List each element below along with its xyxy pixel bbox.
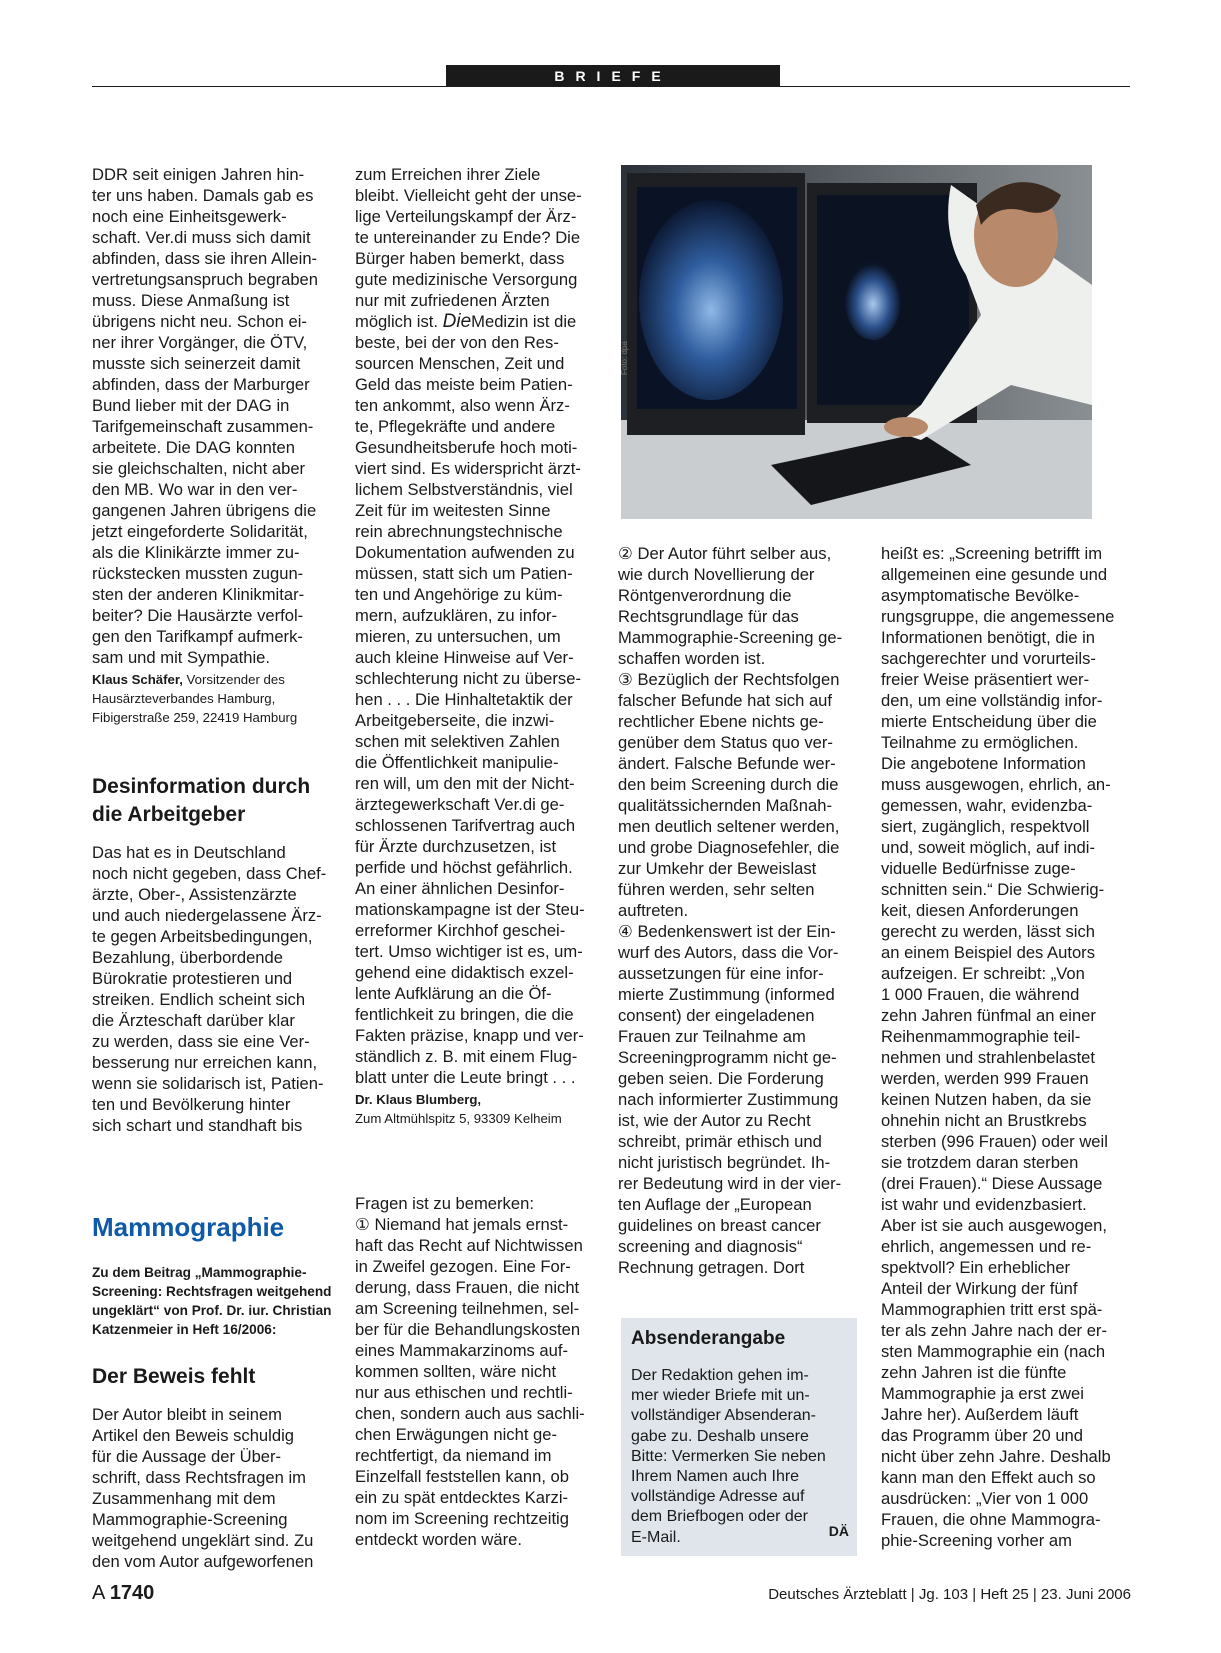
notice-title: Absenderangabe — [631, 1328, 786, 1349]
letter-3-text: Der Autor bleibt in seinem Artikel den Beweis schuldig für die Aussage der Über- schrift, dass Rechtsfragen im Zusammenhang mit dem Mammographie-Screening weitgehend ungeklärt sind. Zu den vom Autor aufgeworfenen — [92, 1405, 314, 1571]
letter-3-continued-2: heißt es: „Screening betrifft im allgemeinen eine gesunde und asymptomatische Bevölke- rungsgruppe, die angemessene Informationen benötigt, die in sachgerechter und vorurteils- freier Weise präsentiert wer- den, um eine vollständig infor- mierte Entscheidung über die Teilnahme zu ermöglichen. Die angebotene Information muss ausgewogen, ehrlich, an- gemessen, wahr, evidenzba- siert, zugänglich, respektvoll und, soweit möglich, auf indi- viduelle Bedürfnisse zuge- schnitten sein.“ Die Schwierig- keit, diesen Anforderungen gerecht zu werden, lässt sich an einem Beispiel des Autors aufzeigen. Er schreibt: „Von 1 000 Frauen, die während zehn Jahren fünfmal an einer Reihenmammographie teil- nehmen und strahlenbelastet werden, werden 999 Frauen keinen Nutzen haben, da sie ohnehin nicht an Brustkrebs sterben (996 Frauen) oder weil sie trotzdem daran sterben (drei Frauen).“ Diese Aussage ist wahr und evidenzbasiert. Aber ist sie auch ausgewogen, ehrlich, angemessen und re- spektvoll? Ein erheblicher Anteil der Wirkung der fünf Mammographien tritt erst spä- ter als zehn Jahre nach der er- sten Mammographie ein (nach zehn Jahren ist die fünfte Mammographie ja erst zwei Jahre her). Außerdem läuft das Programm über 20 und nicht über zehn Jahre. Deshalb kann man den Effekt auch so ausdrücken: „Vier von 1 000 Frauen, die ohne Mammogra- phie-Screening vorher am — [881, 544, 1115, 1550]
notice-box — [621, 1318, 857, 1556]
letter-2-continued — [355, 164, 610, 1088]
section-title: Mammographie — [92, 1212, 285, 1242]
journal-info — [768, 1586, 1131, 1603]
footer-separator: | — [968, 1586, 981, 1603]
letter-1-signature — [92, 670, 344, 689]
photo-illustration — [621, 165, 1092, 519]
letter-2-text: Das hat es in Deutschland noch nicht gegeben, dass Chef- ärzte, Ober-, Assistenzärzte und auch niedergelassene Ärz- te gegen Arbeitsbedingungen, Bezahlung, überbordende Bürokratie protestieren und streiken. Endlich scheint sich die Ärzteschaft darüber klar zu werden, dass sie eine Ver- besserung nur erreichen kann, wenn sie solidarisch ist, Patien- ten und Bevölkerung hinter sich schart und standhaft bis — [92, 843, 327, 1135]
footer-separator: | — [1028, 1586, 1041, 1603]
journal-name: Deutsches Ärzteblatt — [768, 1586, 907, 1603]
journal-date: 23. Juni 2006 — [1040, 1586, 1131, 1603]
page-value: 1740 — [109, 1582, 155, 1604]
photo-radiologist-monitors — [621, 165, 1092, 519]
notice-signature: DÄ — [828, 1523, 849, 1539]
page-prefix: A — [92, 1582, 105, 1604]
photo-credit: Foto: dpa — [620, 341, 629, 375]
journal-issue: Heft 25 — [980, 1586, 1029, 1603]
letter-2-text-a: zum Erreichen ihrer Ziele bleibt. Vielleicht geht der unse- lige Verteilungskampf der Ärz- te untereinander zu Ende? Die Bürger haben bemerkt, dass gute medizinische Versorgung nur mit zufriedenen Ärzten möglich ist. — [355, 165, 582, 331]
journal-volume: Jg. 103 — [918, 1586, 969, 1603]
section-label: BRIEFE — [446, 65, 780, 87]
heading-desinformation: Desinformation durch die Arbeitgeber — [92, 775, 311, 826]
article-reference: Zu dem Beitrag „Mammographie- Screening: Rechtsfragen weitgehend ungeklärt“ von Prof. Dr. iur. Christian Katzenmeier in Heft 16/2006: — [92, 1265, 332, 1337]
notice-text: Der Redaktion gehen im- mer wieder Briefe mit un- vollständiger Absenderan- gabe zu. Deshalb unsere Bitte: Vermerken Sie neben Ihrem Namen auch Ihre vollständige Adresse auf dem Briefbogen oder der E-Mail. — [631, 1367, 826, 1546]
column-2 — [355, 164, 610, 1550]
column-3 — [618, 543, 870, 1278]
letter-3-continued: Fragen ist zu bemerken: ① Niemand hat jemals ernst- haft das Recht auf Nichtwissen in Zweifel gezogen. Eine For- derung, dass Frauen, die nicht am Screening teilnehmen, sel- ber für die Behandlungskosten eines Mammakarzinoms auf- kommen sollten, wäre nicht nur aus ethischen und rechtli- chen, sondern auch aus sachli- chen Erwägungen nicht ge- rechtfertigt, da niemand im Einzelfall feststellen kann, ob ein zu spät entdecktes Karzi- nom im Screening rechtzeitig entdeckt worden wäre. — [355, 1194, 585, 1549]
emphasis-die: Die — [442, 311, 472, 332]
letter-2-author: Dr. Klaus Blumberg, — [355, 1092, 482, 1107]
letter-2-text-b: Medizin ist die beste, bei der von den Res- sourcen Menschen, Zeit und Geld das meiste beim Patien- ten ankommt, also wenn Ärz- te, Pflegekräfte und andere Gesundheitsberufe hoch moti- viert sind. Es widerspricht ärzt- lichem Selbstverständnis, viel Zeit für im weitesten Sinne rein abrechnungstechnische Dokumentation aufwenden zu müssen, statt sich um Patien- ten und Angehörige zu küm- mern, aufzuklären, zu infor- mieren, zu untersuchen, um auch kleine Hinweise auf Ver- schlechterung nicht zu überse- hen . . . Die Hinhaltetaktik der Arbeitgeberseite, die inzwi- schen mit selektiven Zahlen die Öffentlichkeit manipulie- ren will, um den mit der Nicht- ärztegewerkschaft Ver.di ge- schlossenen Tarifvertrag auch für Ärzte durchzusetzen, ist perfide und höchst gefährlich. An einer ähnlichen Desinfor- mationskampagne ist der Steu- erreformer Kirchhof geschei- tert. Umso wichtiger ist es, um- gehend eine didaktisch exzel- lente Aufklärung an die Öf- fentlichkeit zu bringen, die die Fakten präzise, knapp und ver- ständlich z. B. mit einem Flug- blatt unter die Leute bringt . . . — [355, 312, 585, 1087]
letter-1-address: Hausärzteverbandes Hamburg, Fibigerstraße 259, 22419 Hamburg — [92, 691, 298, 725]
letter-2-address: Zum Altmühlspitz 5, 93309 Kelheim — [355, 1111, 562, 1126]
letter-1-author-role: Vorsitzender des — [182, 672, 285, 687]
column-4 — [881, 543, 1133, 1551]
footer-separator: | — [906, 1586, 919, 1603]
column-1 — [92, 164, 344, 1572]
heading-beweis: Der Beweis fehlt — [92, 1365, 256, 1388]
letter-3-points: ② Der Autor führt selber aus, wie durch Novellierung der Röntgenverordnung die Rechtsgrundlage für das Mammographie-Screening ge- schaffen worden ist. ③ Bezüglich der Rechtsfolgen falscher Befunde hat sich auf rechtlicher Ebene nichts ge- genüber dem Status quo ver- ändert. Falsche Befunde wer- den beim Screening durch die qualitätssichernden Maßnah- men deutlich seltener werden, und grobe Diagnosefehler, die zur Umkehr der Beweislast führen werden, sehr selten auftreten. ④ Bedenkenswert ist der Ein- wurf des Autors, dass die Vor- aussetzungen für eine infor- mierte Zustimmung (informed consent) der eingeladenen Frauen zur Teilnahme am Screeningprogramm nicht ge- geben seien. Die Forderung nach informierter Zustimmung ist, wie der Autor zu Recht schreibt, primär ethisch und nicht juristisch begründet. Ih- rer Bedeutung wird in der vier- ten Auflage der „European guidelines on breast cancer screening and diagnosis“ Rechnung getragen. Dort — [618, 544, 843, 1277]
page-number — [92, 1582, 154, 1605]
letter-1-text: DDR seit einigen Jahren hin- ter uns haben. Damals gab es noch eine Einheitsgewerk- schaft. Ver.di muss sich damit abfinden, dass sie ihren Allein- vertretungsanspruch begraben muss. Diese Anmaßung ist übrigens nicht neu. Schon ei- ner ihrer Vorgänger, die ÖTV, musste sich seinerzeit damit abfinden, dass der Marburger Bund lieber mit der DAG in Tarifgemeinschaft zusammen- arbeitete. Die DAG konnten sie gleichschalten, nicht aber den MB. Wo war in den ver- gangenen Jahren übrigens die jetzt eingeforderte Solidarität, als die Klinikärzte immer zu- rückstecken mussten zugun- sten der anderen Klinikmitar- beiter? Die Hausärzte verfol- gen den Tarifkampf aufmerk- sam und mit Sympathie. — [92, 165, 319, 667]
letter-1-author: Klaus Schäfer, — [92, 672, 183, 687]
